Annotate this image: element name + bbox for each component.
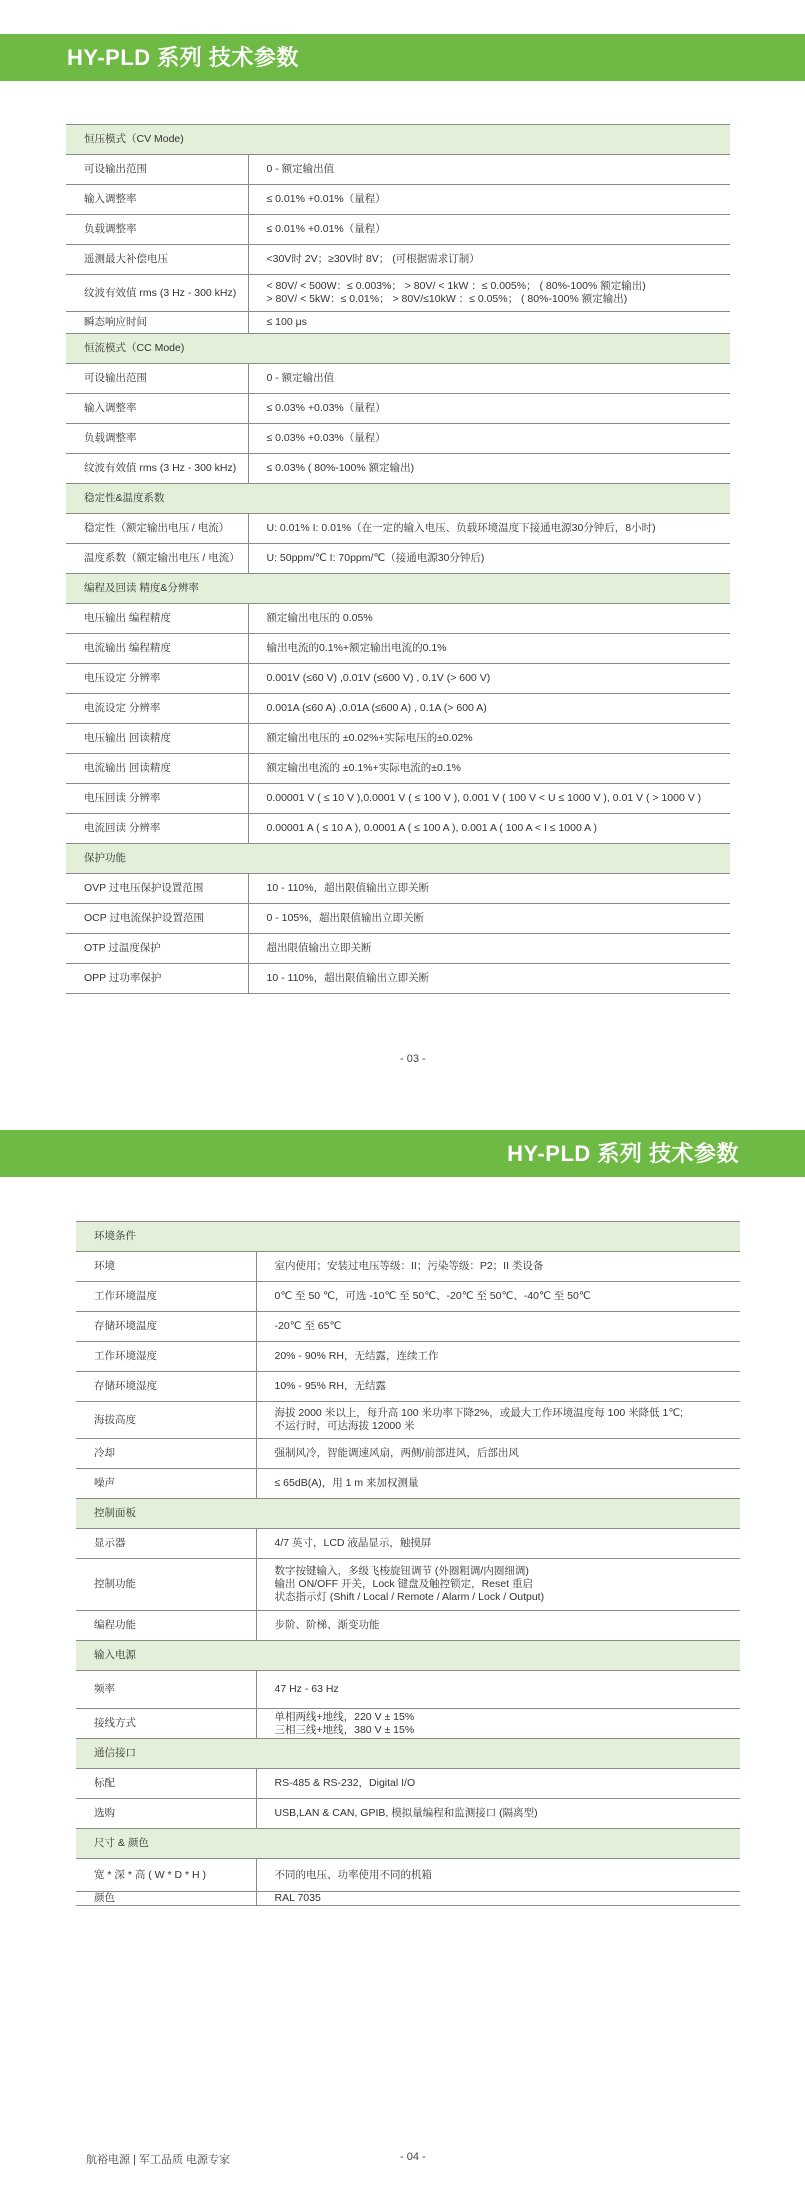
spec-row bbox=[76, 1559, 740, 1611]
spec-value: 海拔 2000 米以上，每升高 100 米功率下降2%，或最大工作环境温度每 100 米降低 1℃; 不运行时，可达海拔 12000 米 bbox=[256, 1402, 740, 1439]
spec-value: -20℃ 至 65℃ bbox=[256, 1312, 740, 1342]
spec-label: 纹波有效值 rms (3 Hz - 300 kHz) bbox=[66, 454, 248, 484]
section-title: 恒压模式（CV Mode) bbox=[66, 125, 730, 155]
spec-row bbox=[66, 275, 730, 312]
section-title: 通信接口 bbox=[76, 1739, 740, 1769]
spec-label: 输入调整率 bbox=[66, 394, 248, 424]
spec-row bbox=[76, 1529, 740, 1559]
spec-label: 电流输出 回读精度 bbox=[66, 754, 248, 784]
spec-label: 频率 bbox=[76, 1671, 256, 1709]
spec-row bbox=[66, 514, 730, 544]
spec-value: 额定输出电压的 0.05% bbox=[248, 604, 730, 634]
spec-label: 冷却 bbox=[76, 1439, 256, 1469]
spec-row bbox=[76, 1372, 740, 1402]
spec-value: 20% - 90% RH，无结露，连续工作 bbox=[256, 1342, 740, 1372]
spec-value: 强制风冷，智能调速风扇，两侧/前部进风，后部出风 bbox=[256, 1439, 740, 1469]
spec-value: 10 - 110%，超出限值输出立即关断 bbox=[248, 874, 730, 904]
spec-label: OTP 过温度保护 bbox=[66, 934, 248, 964]
spec-label: 工作环境湿度 bbox=[76, 1342, 256, 1372]
spec-value: < 80V/ < 500W：≤ 0.003%； > 80V/ < 1kW ：≤ 0.005%； ( 80%-100% 额定输出) > 80V/ < 5kW：≤ 0.01%； > 80V/≤10kW ：≤ 0.05%； ( 80%-100% 额定输出) bbox=[248, 275, 730, 312]
spec-value: 不同的电压、功率使用不同的机箱 bbox=[256, 1859, 740, 1892]
spec-label: 电压输出 编程精度 bbox=[66, 604, 248, 634]
spec-row bbox=[66, 312, 730, 334]
spec-row bbox=[66, 754, 730, 784]
spec-row bbox=[76, 1402, 740, 1439]
spec-row bbox=[76, 1252, 740, 1282]
spec-label: 标配 bbox=[76, 1769, 256, 1799]
spec-row bbox=[76, 1282, 740, 1312]
spec-value: 输出电流的0.1%+额定输出电流的0.1% bbox=[248, 634, 730, 664]
spec-row bbox=[76, 1439, 740, 1469]
spec-row bbox=[66, 784, 730, 814]
spec-label: 温度系数（额定输出电压 / 电流） bbox=[66, 544, 248, 574]
spec-label: 负载调整率 bbox=[66, 215, 248, 245]
spec-value: U: 50ppm/℃ I: 70ppm/℃（接通电源30分钟后) bbox=[248, 544, 730, 574]
spec-value: 47 Hz - 63 Hz bbox=[256, 1671, 740, 1709]
spec-value: 10 - 110%，超出限值输出立即关断 bbox=[248, 964, 730, 994]
spec-label: OVP 过电压保护设置范围 bbox=[66, 874, 248, 904]
spec-label: 电流设定 分辨率 bbox=[66, 694, 248, 724]
section-header-row bbox=[76, 1739, 740, 1769]
spec-row bbox=[66, 604, 730, 634]
spec-value: 步阶、阶梯、渐变功能 bbox=[256, 1611, 740, 1641]
section-title: 尺寸 & 颜色 bbox=[76, 1829, 740, 1859]
spec-value: <30V时 2V；≥30V时 8V； (可根据需求订制） bbox=[248, 245, 730, 275]
page2-header-banner bbox=[0, 1130, 805, 1177]
spec-label: 输入调整率 bbox=[66, 185, 248, 215]
section-header-row bbox=[76, 1222, 740, 1252]
spec-row bbox=[66, 424, 730, 454]
spec-value: 0 - 额定输出值 bbox=[248, 364, 730, 394]
spec-label: 电流输出 编程精度 bbox=[66, 634, 248, 664]
spec-row bbox=[66, 664, 730, 694]
section-header-row bbox=[66, 125, 730, 155]
section-header-row bbox=[66, 334, 730, 364]
spec-row bbox=[76, 1671, 740, 1709]
spec-value: 超出限值输出立即关断 bbox=[248, 934, 730, 964]
spec-row bbox=[66, 724, 730, 754]
spec-row bbox=[66, 454, 730, 484]
page1-page-number: - 03 - bbox=[400, 1053, 426, 1065]
spec-value: RS-485 & RS-232，Digital I/O bbox=[256, 1769, 740, 1799]
spec-label: 电压设定 分辨率 bbox=[66, 664, 248, 694]
page2-page-number: - 04 - bbox=[400, 2151, 426, 2163]
spec-value: 额定输出电流的 ±0.1%+实际电流的±0.1% bbox=[248, 754, 730, 784]
spec-value: 0.00001 V ( ≤ 10 V ),0.0001 V ( ≤ 100 V ), 0.001 V ( 100 V < U ≤ 1000 V ), 0.01 V ( > 1000 V ) bbox=[248, 784, 730, 814]
section-title: 控制面板 bbox=[76, 1499, 740, 1529]
section-header-row bbox=[76, 1499, 740, 1529]
spec-label: 控制功能 bbox=[76, 1559, 256, 1611]
page2-spec-table bbox=[76, 1221, 740, 1906]
spec-label: 存储环境湿度 bbox=[76, 1372, 256, 1402]
spec-row bbox=[76, 1611, 740, 1641]
page1-header-title: HY-PLD 系列 技术参数 bbox=[67, 45, 299, 70]
spec-label: 可设输出范围 bbox=[66, 364, 248, 394]
spec-label: 电压输出 回读精度 bbox=[66, 724, 248, 754]
spec-label: 颜色 bbox=[76, 1892, 256, 1906]
spec-value: ≤ 0.03% +0.03%（量程） bbox=[248, 394, 730, 424]
spec-value: ≤ 0.03% +0.03%（量程） bbox=[248, 424, 730, 454]
spec-value: 0 - 105%，超出限值输出立即关断 bbox=[248, 904, 730, 934]
spec-row bbox=[76, 1769, 740, 1799]
spec-row bbox=[66, 245, 730, 275]
spec-value: 4/7 英寸，LCD 液晶显示，触摸屏 bbox=[256, 1529, 740, 1559]
section-title: 输入电源 bbox=[76, 1641, 740, 1671]
section-title: 恒流模式（CC Mode) bbox=[66, 334, 730, 364]
spec-label: 电压回读 分辨率 bbox=[66, 784, 248, 814]
spec-value: 室内使用；安装过电压等级：II；污染等级：P2；II 类设备 bbox=[256, 1252, 740, 1282]
page2-header-title: HY-PLD 系列 技术参数 bbox=[507, 1141, 739, 1166]
spec-label: 电流回读 分辨率 bbox=[66, 814, 248, 844]
spec-value: ≤ 0.01% +0.01%（量程） bbox=[248, 185, 730, 215]
spec-row bbox=[66, 544, 730, 574]
section-title: 保护功能 bbox=[66, 844, 730, 874]
section-header-row bbox=[76, 1641, 740, 1671]
section-title: 环境条件 bbox=[76, 1222, 740, 1252]
spec-row bbox=[66, 934, 730, 964]
spec-value: 0.001V (≤60 V) ,0.01V (≤600 V) , 0.1V (> 600 V) bbox=[248, 664, 730, 694]
section-title: 稳定性&温度系数 bbox=[66, 484, 730, 514]
spec-value: ≤ 0.03% ( 80%-100% 额定输出) bbox=[248, 454, 730, 484]
page1-header-banner bbox=[0, 34, 805, 81]
spec-value: 0.001A (≤60 A) ,0.01A (≤600 A) , 0.1A (> 600 A) bbox=[248, 694, 730, 724]
spec-row bbox=[76, 1799, 740, 1829]
spec-label: 可设输出范围 bbox=[66, 155, 248, 185]
spec-label: 纹波有效值 rms (3 Hz - 300 kHz) bbox=[66, 275, 248, 312]
spec-row bbox=[66, 364, 730, 394]
spec-label: OCP 过电流保护设置范围 bbox=[66, 904, 248, 934]
spec-row bbox=[76, 1469, 740, 1499]
spec-value: USB,LAN & CAN, GPIB, 模拟量编程和监测接口 (隔离型) bbox=[256, 1799, 740, 1829]
spec-row bbox=[66, 694, 730, 724]
spec-value: 单相两线+地线，220 V ± 15% 三相三线+地线，380 V ± 15% bbox=[256, 1709, 740, 1739]
spec-row bbox=[76, 1312, 740, 1342]
spec-label: 瞬态响应时间 bbox=[66, 312, 248, 334]
spec-label: 负载调整率 bbox=[66, 424, 248, 454]
section-header-row bbox=[66, 574, 730, 604]
section-title: 编程及回读 精度&分辨率 bbox=[66, 574, 730, 604]
spec-value: RAL 7035 bbox=[256, 1892, 740, 1906]
spec-label: 接线方式 bbox=[76, 1709, 256, 1739]
spec-label: 选购 bbox=[76, 1799, 256, 1829]
spec-value: 10% - 95% RH，无结露 bbox=[256, 1372, 740, 1402]
spec-label: 存储环境温度 bbox=[76, 1312, 256, 1342]
section-header-row bbox=[66, 844, 730, 874]
spec-label: 工作环境温度 bbox=[76, 1282, 256, 1312]
spec-label: 宽 * 深 * 高 ( W * D * H ) bbox=[76, 1859, 256, 1892]
page1-spec-table bbox=[66, 124, 730, 994]
spec-row bbox=[76, 1859, 740, 1892]
spec-row bbox=[76, 1342, 740, 1372]
spec-label: 环境 bbox=[76, 1252, 256, 1282]
spec-value: U: 0.01% I: 0.01%（在一定的输入电压、负载环境温度下接通电源30分钟后，8小时) bbox=[248, 514, 730, 544]
spec-row bbox=[66, 814, 730, 844]
spec-value: ≤ 100 μs bbox=[248, 312, 730, 334]
page2-footer-brand: 航裕电源 | 军工品质 电源专家 bbox=[86, 2154, 231, 2166]
spec-value: ≤ 0.01% +0.01%（量程） bbox=[248, 215, 730, 245]
spec-value: 0℃ 至 50 ℃，可选 -10℃ 至 50℃、-20℃ 至 50℃、-40℃ 至 50℃ bbox=[256, 1282, 740, 1312]
spec-row bbox=[66, 964, 730, 994]
spec-row bbox=[66, 155, 730, 185]
spec-label: 噪声 bbox=[76, 1469, 256, 1499]
spec-label: 显示器 bbox=[76, 1529, 256, 1559]
spec-row bbox=[66, 634, 730, 664]
spec-label: 遥测最大补偿电压 bbox=[66, 245, 248, 275]
spec-row bbox=[76, 1709, 740, 1739]
spec-row bbox=[66, 185, 730, 215]
section-header-row bbox=[76, 1829, 740, 1859]
spec-row bbox=[66, 394, 730, 424]
spec-row bbox=[66, 874, 730, 904]
spec-row bbox=[76, 1892, 740, 1906]
spec-label: 稳定性（额定输出电压 / 电流） bbox=[66, 514, 248, 544]
spec-label: 海拔高度 bbox=[76, 1402, 256, 1439]
spec-value: 0 - 额定输出值 bbox=[248, 155, 730, 185]
spec-value: 数字按键输入，多级飞梭旋钮调节 (外圈粗调/内圈细调) 输出 ON/OFF 开关，Lock 键盘及触控锁定，Reset 重启 状态指示灯 (Shift / Local / Remote / Alarm / Lock / Output) bbox=[256, 1559, 740, 1611]
section-header-row bbox=[66, 484, 730, 514]
spec-value: 额定输出电压的 ±0.02%+实际电压的±0.02% bbox=[248, 724, 730, 754]
spec-row bbox=[66, 215, 730, 245]
spec-value: ≤ 65dB(A)，用 1 m 来加权测量 bbox=[256, 1469, 740, 1499]
spec-row bbox=[66, 904, 730, 934]
spec-value: 0.00001 A ( ≤ 10 A ), 0.0001 A ( ≤ 100 A ), 0.001 A ( 100 A < I ≤ 1000 A ) bbox=[248, 814, 730, 844]
spec-label: 编程功能 bbox=[76, 1611, 256, 1641]
spec-label: OPP 过功率保护 bbox=[66, 964, 248, 994]
